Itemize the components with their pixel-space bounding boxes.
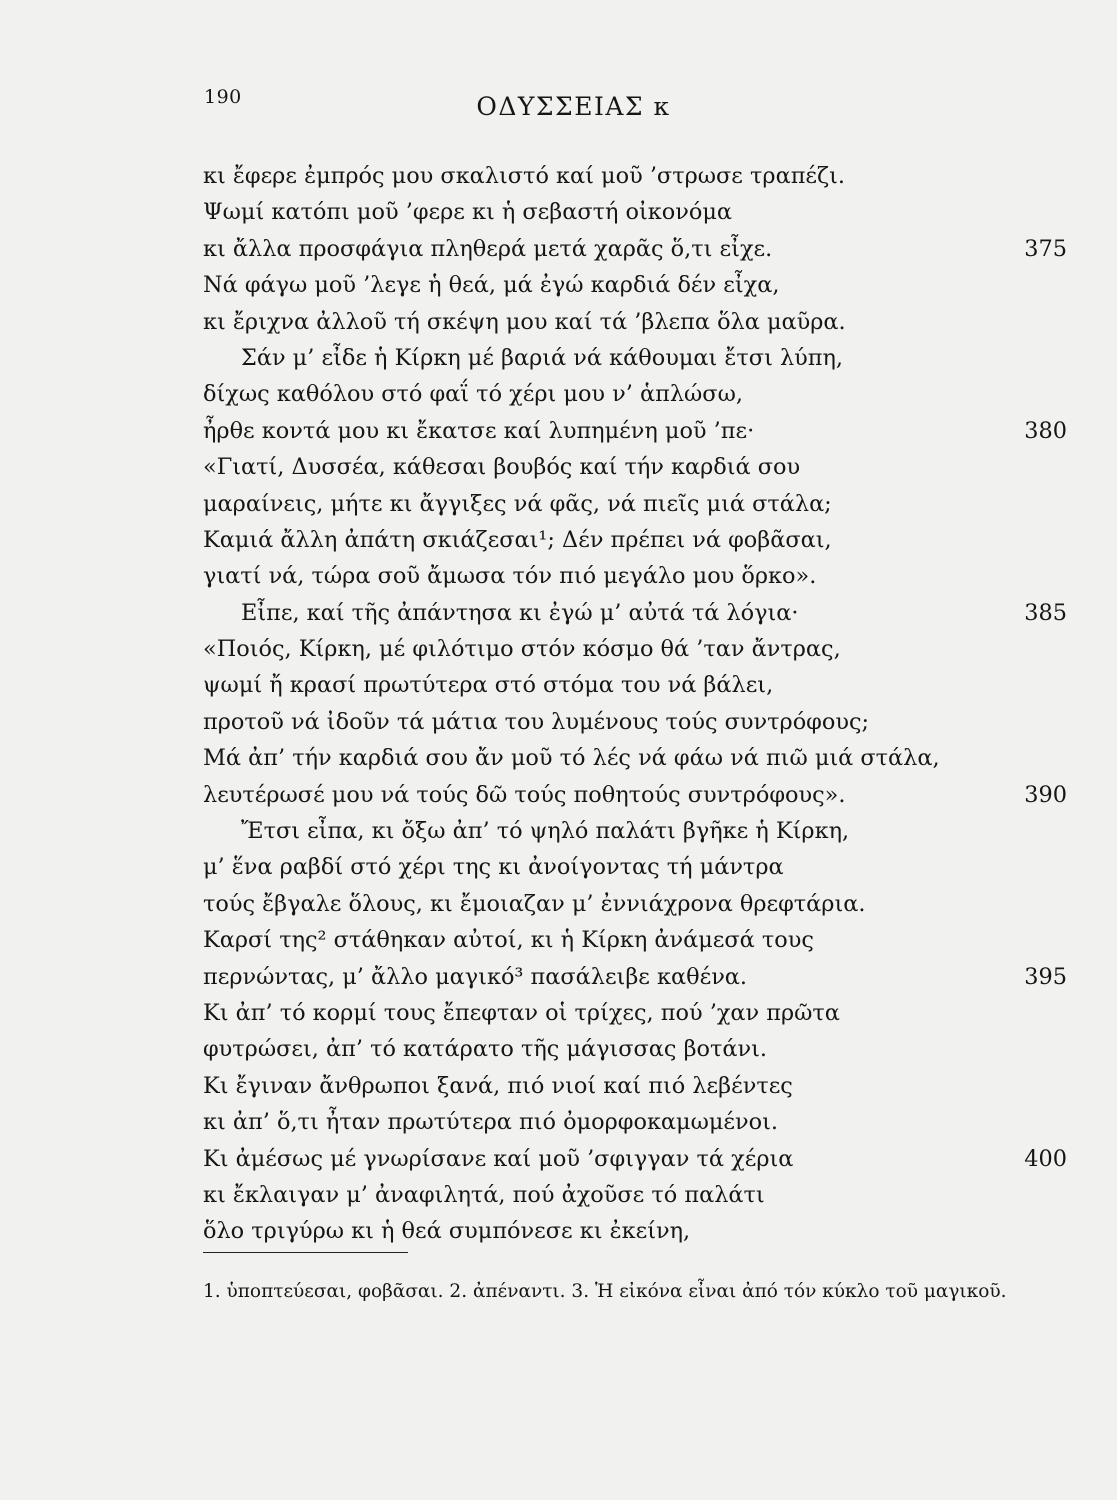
verse-text: Κι ἀπ’ τό κορμί τους ἔπεφταν οἱ τρίχες, πού ’χαν πρῶτα [203, 999, 840, 1026]
verse-line [203, 376, 1067, 412]
verse-line [203, 522, 1067, 558]
verse-line [203, 304, 1067, 340]
verse-text: φυτρώσει, ἀπ’ τό κατάρατο τῆς μάγισσας βοτάνι. [203, 1036, 768, 1063]
verse-text: κι ἔριχνα ἀλλοῦ τή σκέψη μου καί τά ’βλεπα ὅλα μαῦρα. [203, 308, 846, 335]
verse-line [203, 595, 1067, 631]
footnote-divider [203, 1252, 408, 1253]
verse-text: κι ἄλλα προσφάγια πληθερά μετά χαρᾶς ὅ,τι εἶχε. [203, 235, 773, 262]
verse-line [203, 558, 1067, 594]
verse-text: Κι ἔγιναν ἄνθρωποι ξανά, πιό νιοί καί πιό λεβέντες [203, 1072, 793, 1099]
verse-text: μ’ ἕνα ραβδί στό χέρι της κι ἀνοίγοντας τή μάντρα [203, 854, 784, 881]
verse-text: περνώντας, μ’ ἄλλο μαγικό³ πασάλειβε καθένα. [203, 963, 748, 990]
verse-text: Ἔτσι εἶπα, κι ὄξω ἀπ’ τό ψηλό παλάτι βγῆκε ἡ Κίρκη, [241, 818, 850, 845]
verse-text: Καρσί της² στάθηκαν αὐτοί, κι ἡ Κίρκη ἀνάμεσά τους [203, 927, 814, 954]
line-number: 400 [1024, 1145, 1067, 1172]
verse-line [203, 340, 1067, 376]
verse-line [203, 740, 1067, 776]
verse-text: «Ποιός, Κίρκη, μέ φιλότιμο στόν κόσμο θά ’ταν ἄντρας, [203, 636, 841, 663]
verse-text: Σάν μ’ εἶδε ἡ Κίρκη μέ βαριά νά κάθουμαι ἔτσι λύπη, [241, 344, 844, 371]
verse-text: γιατί νά, τώρα σοῦ ἄμωσα τόν πιό μεγάλο μου ὅρκο». [203, 563, 817, 590]
verse-line [203, 413, 1067, 449]
verse-text: κι ἀπ’ ὅ,τι ἦταν πρωτύτερα πιό ὀμορφοκαμωμένοι. [203, 1109, 779, 1136]
verse-line [203, 158, 1067, 194]
verse-line [203, 231, 1067, 267]
verse-line [203, 449, 1067, 485]
verse-line [203, 486, 1067, 522]
verse-line [203, 959, 1067, 995]
verse-text: τούς ἔβγαλε ὅλους, κι ἔμοιαζαν μ’ ἐννιάχρονα θρεφτάρια. [203, 890, 866, 917]
verse-line [203, 267, 1067, 303]
verse-text: κι ἔφερε ἐμπρός μου σκαλιστό καί μοῦ ’στρωσε τραπέζι. [203, 163, 846, 189]
line-number: 380 [1024, 417, 1067, 444]
verse-text: κι ἔκλαιγαν μ’ ἀναφιλητά, πού ἀχοῦσε τό παλάτι [203, 1181, 765, 1208]
running-head: ΟΔΥΣΣΕΙΑΣ κ [476, 92, 671, 121]
verse-line [203, 1213, 1067, 1249]
verse-line [203, 1031, 1067, 1067]
verse-line [203, 777, 1067, 813]
verse-text: Ψωμί κατόπι μοῦ ’φερε κι ἡ σεβαστή οἰκονόμα [203, 199, 733, 226]
verse-line [203, 1141, 1067, 1177]
verse-line [203, 704, 1067, 740]
footnotes: 1. ὑποπτεύεσαι, φοβᾶσαι. 2. ἀπέναντι. 3. Ἡ εἰκόνα εἶναι ἀπό τόν κύκλο τοῦ μαγικοῦ. [203, 1281, 1007, 1302]
verse-line [203, 886, 1067, 922]
verse-line [203, 1068, 1067, 1104]
verse-text: ὅλο τριγύρω κι ἡ θεά συμπόνεσε κι ἐκείνη, [203, 1218, 691, 1245]
verse-line [203, 813, 1067, 849]
verse-text: ἦρθε κοντά μου κι ἔκατσε καί λυπημένη μοῦ ’πε· [203, 417, 755, 444]
line-number: 395 [1024, 963, 1067, 990]
verse-line [203, 194, 1067, 230]
verse-line [203, 667, 1067, 703]
line-number: 390 [1024, 781, 1067, 808]
verse-text: προτοῦ νά ἰδοῦν τά μάτια του λυμένους τούς συντρόφους; [203, 708, 870, 735]
verse-text: ψωμί ἤ κρασί πρωτύτερα στό στόμα του νά βάλει, [203, 672, 774, 699]
verse-line [203, 631, 1067, 667]
verse-text: Εἶπε, καί τῆς ἀπάντησα κι ἐγώ μ’ αὐτά τά λόγια· [241, 599, 799, 626]
verse-text: Νά φάγω μοῦ ’λεγε ἡ θεά, μά ἐγώ καρδιά δέν εἶχα, [203, 272, 780, 299]
verse-text: Κι ἀμέσως μέ γνωρίσανε καί μοῦ ’σφιγγαν τά χέρια [203, 1145, 794, 1172]
verse-text: δίχως καθόλου στό φαΐ τό χέρι μου ν’ ἁπλώσω, [203, 381, 743, 408]
page-number: 190 [204, 86, 242, 108]
verse-line [203, 849, 1067, 885]
verse-line [203, 922, 1067, 958]
verse-line [203, 1177, 1067, 1213]
verse-line [203, 995, 1067, 1031]
verse-text: λευτέρωσέ μου νά τούς δῶ τούς ποθητούς συντρόφους». [203, 781, 846, 808]
verse-text: μαραίνεις, μήτε κι ἄγγιξες νά φᾶς, νά πιεῖς μιά στάλα; [203, 490, 832, 517]
verse-line [203, 1104, 1067, 1140]
line-number: 385 [1024, 599, 1067, 626]
line-number: 375 [1024, 235, 1067, 262]
verse-text: «Γιατί, Δυσσέα, κάθεσαι βουβός καί τήν καρδιά σου [203, 454, 801, 481]
poem-text [203, 158, 1067, 1250]
verse-text: Μά ἀπ’ τήν καρδιά σου ἄν μοῦ τό λές νά φάω νά πιῶ μιά στάλα, [203, 745, 940, 772]
verse-text: Καμιά ἄλλη ἀπάτη σκιάζεσαι¹; Δέν πρέπει νά φοβᾶσαι, [203, 526, 832, 553]
